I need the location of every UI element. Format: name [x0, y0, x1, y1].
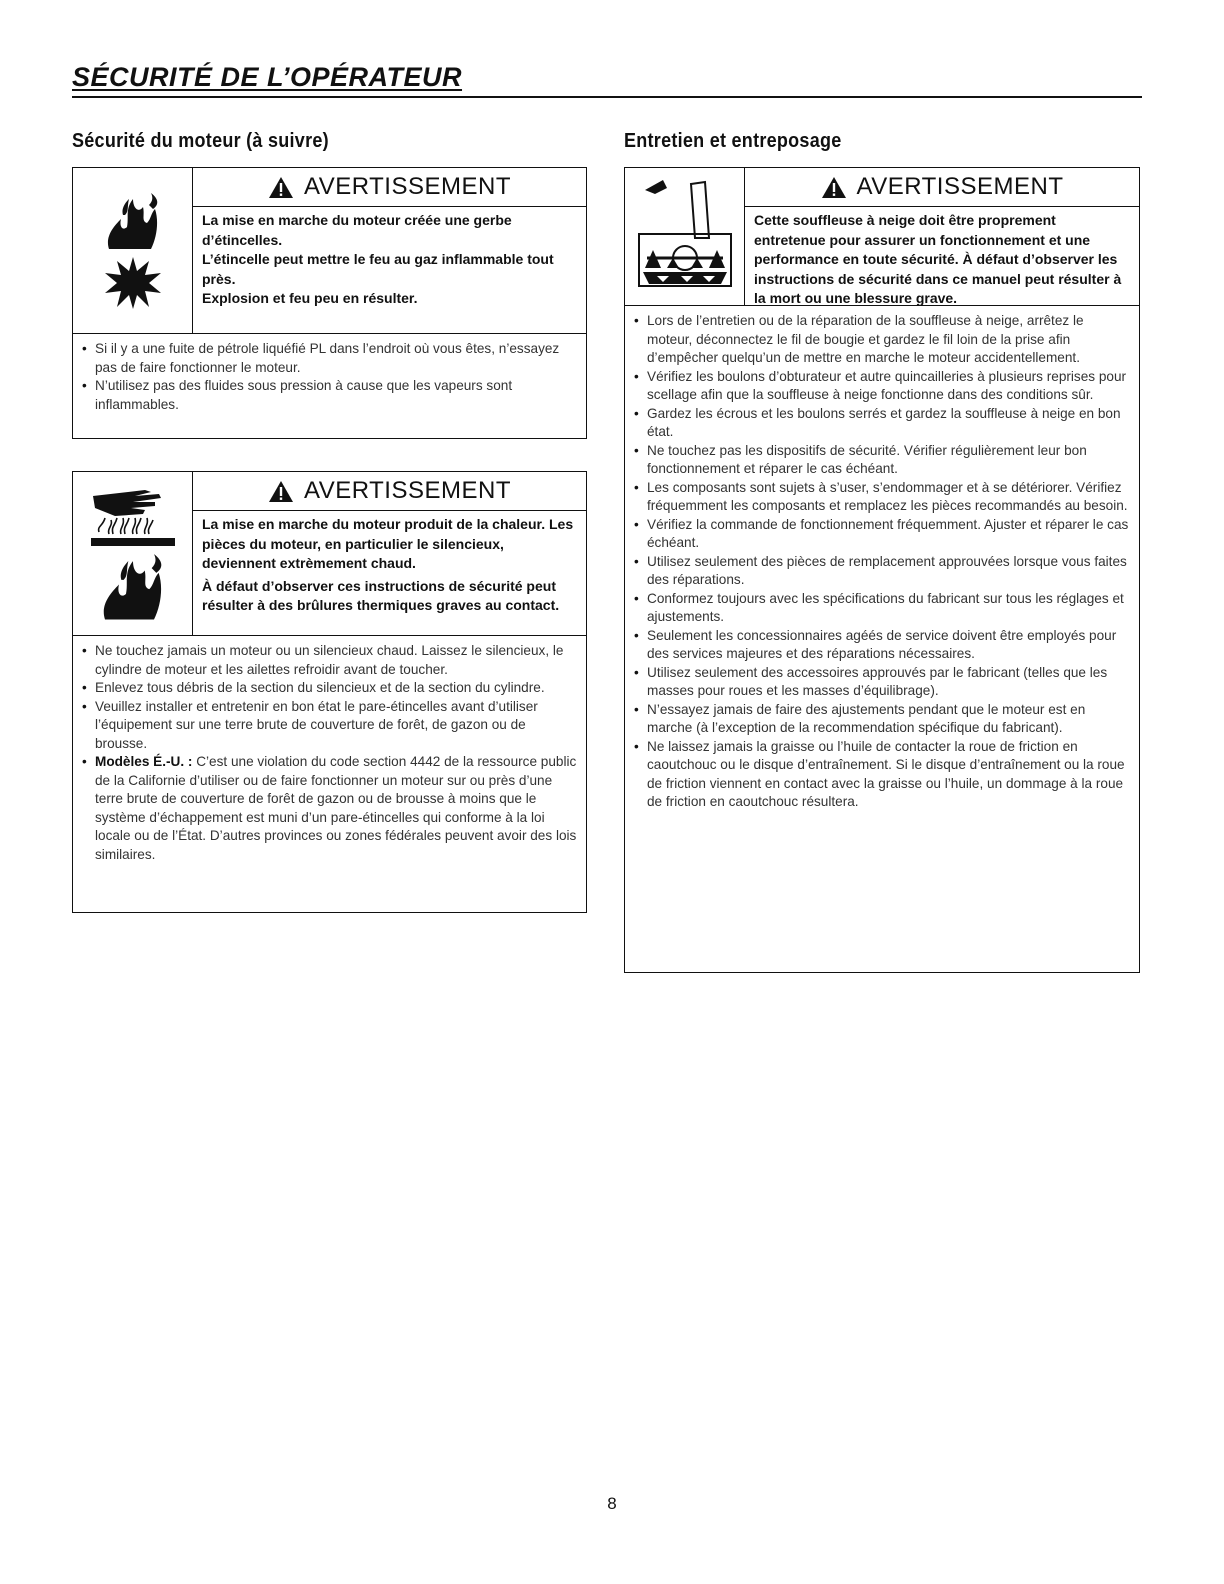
warning-triangle-icon [268, 480, 294, 503]
warning-message [193, 207, 586, 315]
warning-box-heat [72, 471, 587, 913]
page-title: SÉCURITÉ DE L’OPÉRATEUR [72, 62, 463, 92]
right-column [624, 130, 1140, 973]
warning-header [193, 472, 586, 511]
bullet-list [73, 334, 586, 422]
list-item: • Ne touchez pas les dispositifs de sécurité. Vérifier régulièrement leur bon fonctionnement et réparer le cas échéant. [633, 442, 1131, 479]
explosion-icon [103, 255, 163, 309]
list-item: • Lors de l’entretien ou de la réparation de la souffleuse à neige, arrêtez le moteur, déconnectez le fil de bougie et gardez le fil loin de la prise afin d’empêcher quelqu’un de mettre en marche le moteur accidentellement. [633, 312, 1131, 368]
warning-header [745, 168, 1139, 207]
list-item-text: Veuillez installer et entretenir en bon état le pare-étincelles avant d’utiliser l’équipement sur une terre brute de couverture de forêt, de gazon ou de brousse. [95, 698, 538, 751]
warning-message-line: La mise en marche du moteur produit de la chaleur. Les pièces du moteur, en particulier le silencieux, deviennent extrèmement chaud. [202, 516, 574, 571]
section-heading-maintenance: Entretien et entreposage [624, 130, 842, 152]
warning-triangle-icon [268, 176, 294, 199]
list-item [81, 679, 578, 698]
page-number: 8 [607, 1494, 617, 1513]
list-item: • Si il y a une fuite de pétrole liquéfié PL dans l’endroit où vous êtes, n’essayez pas de faire fonctionner le moteur. [81, 340, 578, 377]
section-heading-engine-safety: Sécurité du moteur (à suivre) [72, 130, 329, 152]
warning-icons [625, 168, 745, 305]
warning-message-line: L’étincelle peut mettre le feu au gaz inflammable tout près. [202, 251, 554, 287]
warning-message-line: À défaut d’observer ces instructions de sécurité peut résulter à des brûlures thermiques graves au contact. [202, 577, 560, 613]
list-item: • Seulement les concessionnaires agéés de service doivent être employés pour des services majeures et des réparations nécessaires. [633, 627, 1131, 664]
warning-label: AVERTISSEMENT [304, 173, 511, 200]
warning-message-line: Cette souffleuse à neige doit être proprement entretenue pour assurer un fonctionnement et une performance en toute sécurité. À défaut d’observer les instructions de sécurité dans ce manuel peut résulter à la mort ou une blessure grave. [754, 212, 1122, 306]
list-item: • Ne laissez jamais la graisse ou l’huile de contacter la roue de friction en caoutchouc ou le disque d’entraînement. Si le disque d’entraînement ou la roue de friction viennent en contact avec la graisse ou l’huile, un dommage à la roue de friction en caoutchouc résultera. [633, 738, 1131, 812]
list-item: • Conformez toujours avec les spécifications du fabricant sur tous les réglages et ajustements. [633, 590, 1131, 627]
list-item-bold: Modèles É.-U. : [95, 754, 193, 769]
list-item [81, 698, 578, 754]
list-item: • Les composants sont sujets à s’user, s’endommager et à se détériorer. Vérifiez fréquemment les composants et remplacez les pièces recommandés au besoin. [633, 479, 1131, 516]
list-item: • Utilisez seulement des accessoires approuvés par le fabricant (telles que les masses pour roues et les masses d’équilibrage). [633, 664, 1131, 701]
warning-icons [73, 168, 193, 333]
hot-surface-hand-icon [85, 486, 181, 552]
bullet-list [625, 306, 1139, 820]
warning-label: AVERTISSEMENT [304, 477, 511, 504]
snowblower-auger-icon [633, 176, 737, 298]
list-item [81, 753, 578, 864]
fire-icon [98, 554, 168, 622]
warning-icons [73, 472, 193, 635]
list-item: • Utilisez seulement des pièces de remplacement approuvées lorsque vous faites des réparations. [633, 553, 1131, 590]
left-column [72, 130, 587, 913]
list-item: • Vérifiez les boulons d’obturateur et autre quincailleries à plusieurs reprises pour scellage afin que la souffleuse à neige fonctionne dans des conditions sûr. [633, 368, 1131, 405]
list-item-text: C’est une violation du code section 4442 de la ressource public de la Californie d’utiliser ou de faire fonctionner un moteur sur ou près d’une terre brute de couverture de forêt de gazon ou de brousse à moins que le système d’échappement est muni d’un pare-étincelles qui conforme à la loi locale ou de l’État. D’autres provinces ou zones fédérales peuvent avoir des lois similaires. [95, 754, 577, 862]
warning-message-line: Explosion et feu peu en résulter. [202, 290, 418, 306]
title-rule [72, 96, 1142, 98]
list-item: • N’utilisez pas des fluides sous pression à cause que les vapeurs sont inflammables. [81, 377, 578, 414]
list-item: • Gardez les écrous et les boulons serrés et gardez la souffleuse à neige en bon état. [633, 405, 1131, 442]
list-item-text: Enlevez tous débris de la section du silencieux et de la section du cylindre. [95, 680, 545, 695]
fire-icon [103, 193, 163, 251]
list-item-text: Ne touchez jamais un moteur ou un silencieux chaud. Laissez le silencieux, le cylindre de moteur et les ailettes refroidir avant de toucher. [95, 643, 564, 677]
warning-header [193, 168, 586, 207]
warning-message [745, 207, 1139, 315]
list-item: • Vérifiez la commande de fonctionnement fréquemment. Ajuster et réparer le cas échéant. [633, 516, 1131, 553]
warning-message [193, 511, 586, 622]
bullet-list [73, 636, 586, 872]
list-item [81, 642, 578, 679]
warning-triangle-icon [821, 176, 847, 199]
warning-message-line: La mise en marche du moteur créée une gerbe d’étincelles. [202, 212, 512, 248]
warning-box-sparks [72, 167, 587, 439]
warning-box-maintenance [624, 167, 1140, 973]
list-item: • N’essayez jamais de faire des ajustements pendant que le moteur est en marche (à l’exception de la recommendation spécifique du fabricant). [633, 701, 1131, 738]
warning-label: AVERTISSEMENT [856, 173, 1064, 200]
